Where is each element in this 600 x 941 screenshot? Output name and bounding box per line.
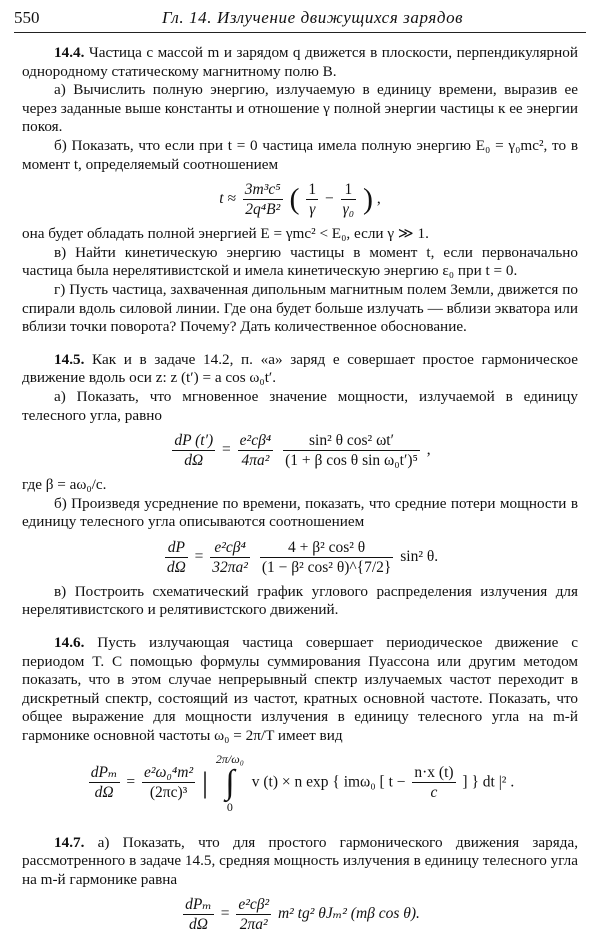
numerator: 1 xyxy=(341,180,357,200)
denominator: γ xyxy=(309,201,316,219)
denominator: 2q⁴B² xyxy=(245,201,281,219)
problem-14-4-c: в) Найти кинетическую энергию частицы в момент t, если первоначально частица была нерелятивистской и имела кинетическую энергию ε₀ при t = 0. xyxy=(22,243,578,280)
integral-upper-limit: 2π/ω₀ xyxy=(215,751,244,766)
problem-14-4-a: а) Вычислить полную энергию, излучаемую в единицу времени, выразив ее через заданные выше константы и отношение γ полной энергии частицы к ее энергии покоя. xyxy=(22,81,578,136)
page-number: 550 xyxy=(14,8,40,27)
problem-text: Как и в задаче 14.2, п. «а» заряд e совершает простое гармоническое движение вдоль оси z: z (t′) = a cos ω₀t′. xyxy=(22,350,578,387)
formula-tail: ] } dt |² . xyxy=(462,773,515,791)
numerator: e²cβ² xyxy=(238,896,270,914)
denominator: 2πa² xyxy=(239,916,268,934)
numerator: 4 + β² cos² θ xyxy=(260,538,394,558)
fraction xyxy=(260,538,394,577)
running-title: Гл. 14. Излучение движущихся зарядов xyxy=(162,8,464,27)
denominator: dΩ xyxy=(184,452,204,470)
formula-mth-harmonic xyxy=(22,895,578,934)
numerator: sin² θ cos² ωt′ xyxy=(283,431,420,451)
numerator: e²cβ⁴ xyxy=(239,432,272,450)
numerator: dPₘ xyxy=(185,896,212,914)
numerator: dP (t′) xyxy=(174,432,214,450)
denominator: dΩ xyxy=(188,916,208,934)
formula-lhs: t ≈ xyxy=(219,190,236,208)
formula-instant-power xyxy=(22,431,578,470)
problem-14-7-text xyxy=(22,834,578,890)
fraction xyxy=(283,431,420,470)
fraction xyxy=(142,763,195,802)
equals-sign: = xyxy=(126,773,136,791)
fraction xyxy=(183,895,214,934)
page-body xyxy=(22,44,578,940)
problem-number: 14.6. xyxy=(54,634,85,652)
formula-harmonic-power xyxy=(22,752,578,814)
integral-sign: ∫ xyxy=(225,763,235,801)
abs-bar-open: | xyxy=(201,765,208,799)
fraction xyxy=(243,180,283,219)
equals-sign: = xyxy=(220,905,230,923)
denominator: 32πa² xyxy=(212,558,248,576)
numerator: e²ω₀⁴m² xyxy=(144,764,194,782)
numerator: dPₘ xyxy=(90,764,118,782)
problem-text: Пусть излучающая частица совершает периодическое движение с периодом T. С помощью формулы суммирования Пуассона или другим методом показать, что в этом случае непрерывный спектр излучаемых частот переходит в дискретный спектр, состоящий из частот, кратных основной частоте. Показать, что общее выражение для мощности излучения в единицу телесного угла на m-й гармонике основной частоты ω₀ = 2π/T имеет вид xyxy=(22,634,579,745)
denominator: (1 + β cos θ sin ω₀t′)⁵ xyxy=(285,452,418,470)
equals-sign: = xyxy=(194,547,204,565)
integral-lower-limit: 0 xyxy=(226,799,233,814)
fraction xyxy=(412,763,455,802)
problem-14-5-c: в) Построить схематический график углового распределения излучения для нерелятивистского и релятивистского движений. xyxy=(22,582,578,619)
problem-14-5-where: где β = aω₀/c. xyxy=(22,476,107,494)
problem-14-5-intro xyxy=(22,351,578,388)
equals-sign: = xyxy=(222,441,231,459)
problem-text: а) Показать, что для простого гармонического движения заряда, рассмотренного в задаче 14.5, средняя мощность излучения в единицу телесного угла на m-й гармонике равна xyxy=(22,833,578,888)
fraction xyxy=(172,431,215,470)
integrand: v (t) × n exp { imω₀ [ t − xyxy=(251,773,406,791)
fraction xyxy=(341,180,357,219)
fraction xyxy=(306,180,318,219)
formula-tail: , xyxy=(376,190,381,208)
denominator: (2πc)³ xyxy=(149,784,188,802)
problem-14-4-d: г) Пусть частица, захваченная дипольным магнитным полем Земли, движется по спирали вдоль силовой линии. Где она будет больше излучать — вблизи экватора или вблизи точки поворота? Почему? Дать количественное обоснование. xyxy=(22,280,578,336)
denominator: c xyxy=(430,784,438,802)
problem-14-5-a: а) Показать, что мгновенное значение мощности, излучаемой в единицу телесного угла, равно xyxy=(22,387,578,424)
formula-tail: sin² θ. xyxy=(400,547,439,565)
problem-number: 14.5. xyxy=(54,350,85,368)
fraction xyxy=(165,538,188,577)
denominator: (1 − β² cos² θ)^{7/2} xyxy=(261,558,392,576)
fraction xyxy=(236,895,271,934)
integral xyxy=(216,752,244,814)
denominator: γ₀ xyxy=(342,201,355,219)
minus-sign: − xyxy=(325,190,334,208)
denominator: 4πa² xyxy=(241,452,270,470)
problem-text: Частица с массой m и зарядом q движется в плоскости, перпендикулярной однородному статическому магнитному полю B. xyxy=(22,44,578,80)
numerator: 3m³c⁵ xyxy=(244,181,281,199)
numerator: dP xyxy=(165,538,188,558)
paren-close: ) xyxy=(363,182,374,216)
denominator: dΩ xyxy=(94,784,114,802)
problem-number: 14.7. xyxy=(54,833,85,851)
numerator: e²cβ⁴ xyxy=(210,538,250,558)
problem-14-4-b-cont: она будет обладать полной энергией E = γmc² < E₀, если γ ≫ 1. xyxy=(22,225,429,243)
running-header xyxy=(14,6,586,33)
problem-14-5-b: б) Произведя усреднение по времени, показать, что средние потери мощности в единицу телесного угла описываются соотношением xyxy=(22,494,578,531)
numerator: 1 xyxy=(308,181,317,199)
formula-tail: m² tg² θJₘ² (mβ cos θ). xyxy=(277,905,420,923)
formula-mean-power xyxy=(22,538,578,577)
problem-14-4-intro xyxy=(22,44,578,81)
numerator: n·x (t) xyxy=(414,764,454,782)
formula-time xyxy=(22,180,578,219)
fraction xyxy=(238,431,274,470)
problem-14-6-text xyxy=(22,634,578,746)
fraction xyxy=(210,538,250,577)
denominator: dΩ xyxy=(166,558,186,576)
formula-tail: , xyxy=(426,441,431,459)
fraction xyxy=(89,763,120,802)
problem-14-4-b: б) Показать, что если при t = 0 частица имела полную энергию E₀ = γ₀mc², то в момент t, определяемый соотношением xyxy=(22,136,578,173)
paren-open: ( xyxy=(289,182,300,216)
problem-number: 14.4. xyxy=(54,44,85,61)
